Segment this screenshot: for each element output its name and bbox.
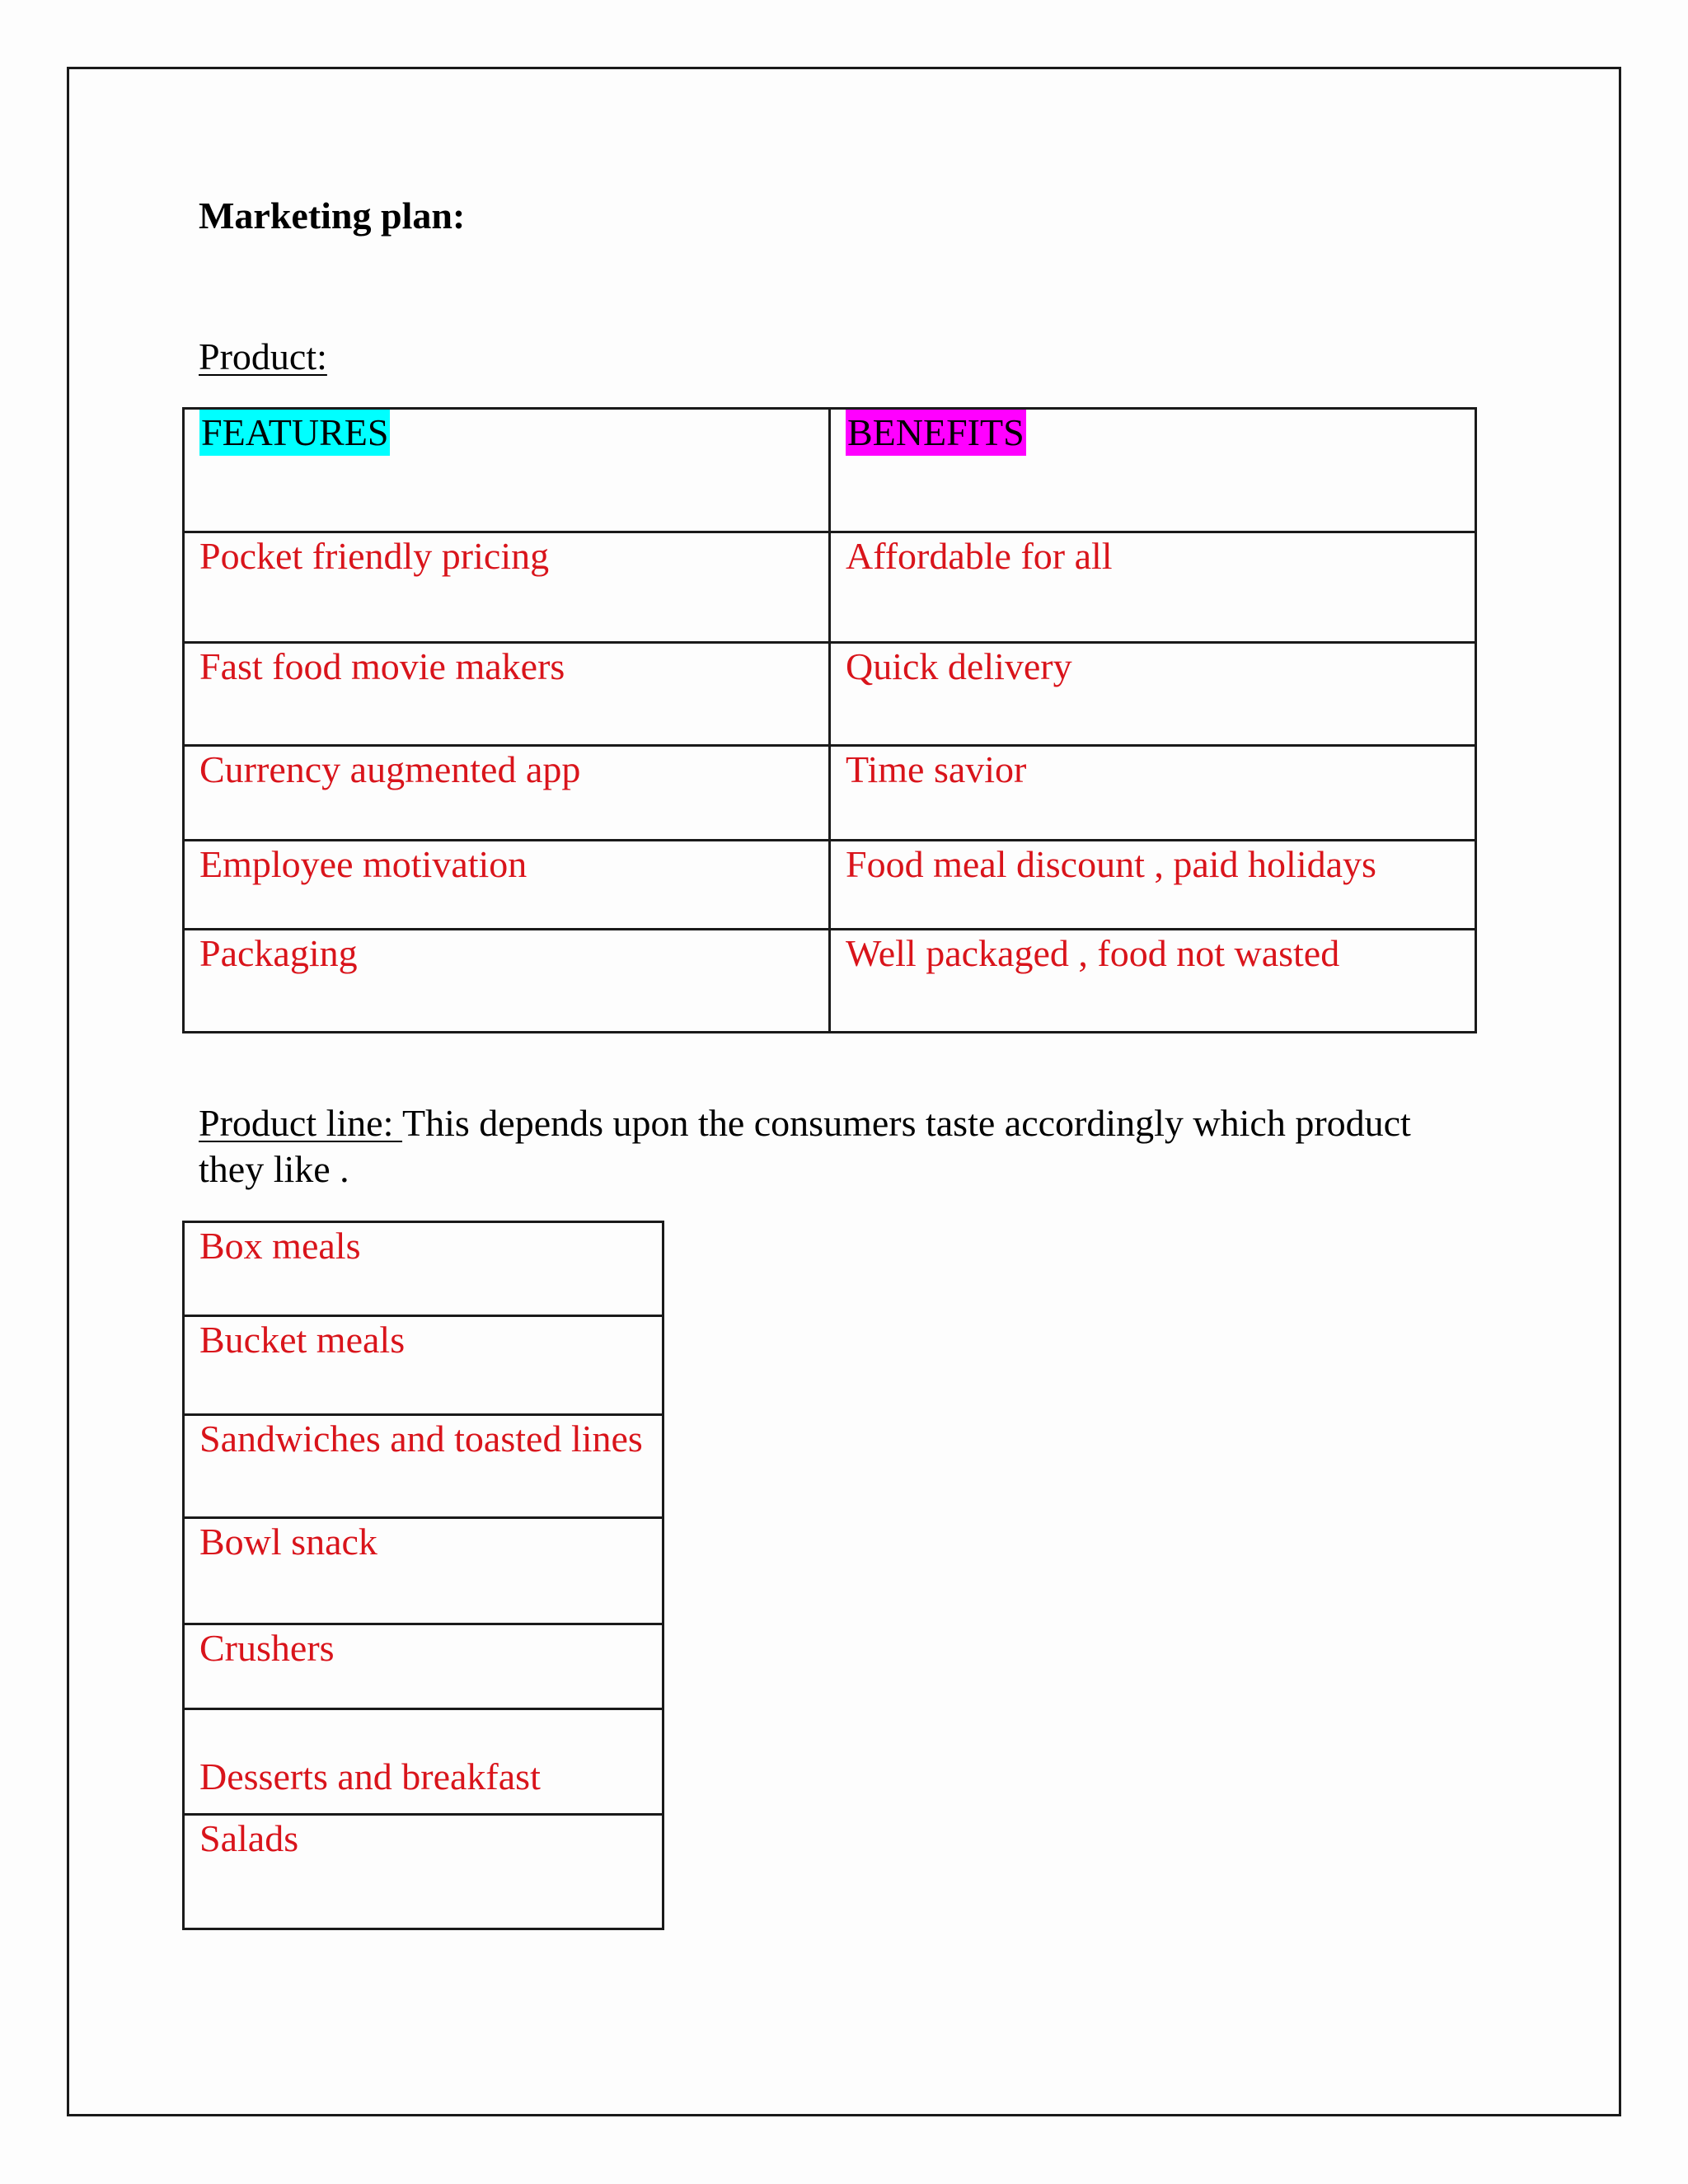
benefit-cell: Quick delivery bbox=[830, 643, 1476, 746]
product-line-item: Bowl snack bbox=[184, 1518, 663, 1624]
product-line-item: Bucket meals bbox=[184, 1316, 663, 1415]
product-line-item: Crushers bbox=[184, 1624, 663, 1709]
table-row bbox=[184, 1518, 663, 1624]
product-line-label: Product line: bbox=[199, 1102, 403, 1144]
table-row bbox=[184, 1222, 663, 1316]
table-header-row bbox=[184, 409, 1476, 532]
benefit-cell: Well packaged , food not wasted bbox=[830, 930, 1476, 1033]
benefit-cell: Food meal discount , paid holidays bbox=[830, 841, 1476, 930]
table-row bbox=[184, 1815, 663, 1929]
feature-cell: Pocket friendly pricing bbox=[184, 532, 830, 643]
feature-cell: Fast food movie makers bbox=[184, 643, 830, 746]
product-line-description: This depends upon the consumers taste accordingly which product they like . bbox=[199, 1102, 1411, 1190]
product-line-item: Sandwiches and toasted lines bbox=[184, 1415, 663, 1518]
feature-cell: Employee motivation bbox=[184, 841, 830, 930]
table-row bbox=[184, 930, 1476, 1033]
features-header: FEATURES bbox=[199, 410, 390, 456]
product-line-item: Salads bbox=[184, 1815, 663, 1929]
table-row bbox=[184, 643, 1476, 746]
features-benefits-table bbox=[182, 407, 1477, 1033]
table-row bbox=[184, 1624, 663, 1709]
table-row bbox=[184, 1709, 663, 1815]
table-row bbox=[184, 1316, 663, 1415]
features-header-cell bbox=[184, 409, 830, 532]
benefit-cell: Affordable for all bbox=[830, 532, 1476, 643]
benefits-header: BENEFITS bbox=[846, 410, 1026, 456]
feature-cell: Packaging bbox=[184, 930, 830, 1033]
table-row bbox=[184, 841, 1476, 930]
table-row bbox=[184, 1415, 663, 1518]
feature-cell: Currency augmented app bbox=[184, 746, 830, 841]
product-section-label: Product: bbox=[199, 335, 327, 377]
benefit-cell: Time savior bbox=[830, 746, 1476, 841]
product-line-item: Box meals bbox=[184, 1222, 663, 1316]
page-title: Marketing plan: bbox=[199, 194, 466, 237]
product-line-paragraph bbox=[199, 1100, 1468, 1193]
table-row bbox=[184, 746, 1476, 841]
benefits-header-cell bbox=[830, 409, 1476, 532]
product-line-table bbox=[182, 1221, 664, 1930]
table-row bbox=[184, 532, 1476, 643]
product-line-item: Desserts and breakfast bbox=[184, 1709, 663, 1815]
